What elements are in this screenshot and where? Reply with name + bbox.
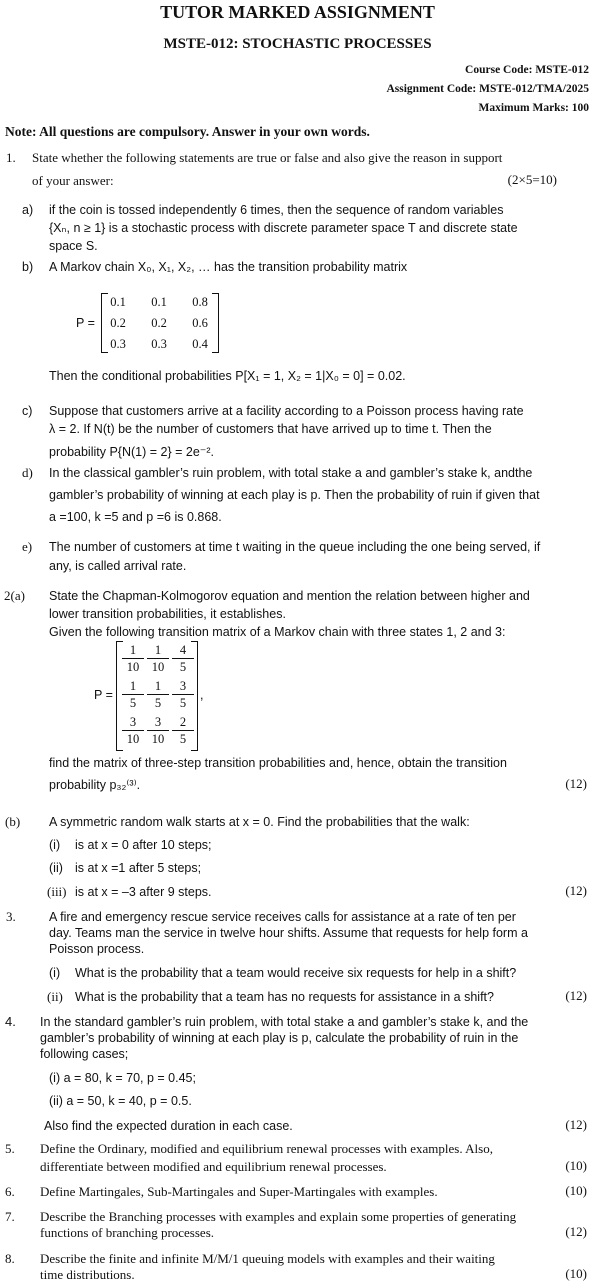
q8-line-1: Describe the finite and infinite M/M/1 queuing models with examples and their waiting (40, 1251, 495, 1266)
question-2b-marks: (12) (565, 883, 587, 898)
question-7-marks: (12) (565, 1224, 587, 1239)
question-1-marks: (2×5=10) (507, 172, 557, 187)
transition-matrix-b (101, 293, 219, 353)
q1-a-line-2: {Xₙ, n ≥ 1} is a stochastic process with discrete parameter space T and discrete state (49, 221, 518, 235)
q3-line-2: day. Teams man the service in twelve hour shifts. Assume that requests for help form a (49, 926, 528, 940)
q1-c-label: c) (22, 404, 33, 418)
question-5-number: 5. (5, 1141, 15, 1156)
transition-matrix-2a (116, 641, 198, 751)
instructions-note: Note: All questions are compulsory. Answer in your own words. (5, 124, 370, 139)
q2a-line-1: State the Chapman-Kolmogorov equation and mention the relation between higher and (49, 589, 530, 603)
q7-line-2: functions of branching processes. (40, 1225, 215, 1240)
question-3-marks: (12) (565, 988, 587, 1003)
maximum-marks: Maximum Marks: 100 (478, 102, 589, 114)
q2a-line-4: find the matrix of three-step transition probabilities and, hence, obtain the transition (49, 756, 507, 770)
q2b-item-label: (i) (49, 838, 61, 852)
q2b-item-label: (iii) (47, 884, 67, 899)
q8-line-2: time distributions. (40, 1267, 135, 1282)
question-1-number: 1. (6, 150, 16, 165)
q1-b-label: b) (22, 260, 34, 274)
q5-line-1: Define the Ordinary, modified and equilibrium renewal processes with examples. Also, (40, 1141, 493, 1156)
q2b-item-label: (ii) (49, 861, 63, 875)
q3-line-1: A fire and emergency rescue service receives calls for assistance at a rate of ten per (49, 910, 516, 924)
course-code: Course Code: MSTE-012 (465, 64, 589, 76)
question-2a-number: 2(a) (4, 588, 25, 603)
question-1-text-2: of your answer: (32, 173, 114, 188)
matrix-fraction: $\frac{1}{10}$ (147, 643, 169, 674)
q2b-item-text: is at x =1 after 5 steps; (75, 861, 202, 875)
matrix-cell: 0.4 (192, 337, 208, 351)
q4-case: (i) a = 80, k = 70, p = 0.45; (49, 1071, 196, 1085)
question-5-marks: (10) (565, 1158, 587, 1173)
matrix-cell: 0.3 (151, 337, 167, 351)
q5-line-2: differentiate between modified and equilibrium renewal processes. (40, 1159, 387, 1174)
q2a-line-2: lower transition probabilities, it establishes. (49, 607, 286, 621)
matrix-fraction: $\frac{1}{10}$ (122, 643, 144, 674)
q4-line-4: Also find the expected duration in each case. (44, 1119, 293, 1133)
course-subtitle: MSTE-012: STOCHASTIC PROCESSES (163, 36, 432, 52)
matrix-fraction: $\frac{3}{10}$ (122, 715, 144, 746)
question-8-number: 8. (5, 1251, 15, 1266)
matrix-comma: , (200, 688, 204, 702)
q2a-line-5: probability p₃₂⁽³⁾. (49, 778, 141, 792)
question-4-marks: (12) (565, 1117, 587, 1132)
q1-d-label: d) (22, 465, 33, 480)
q2a-line-3: Given the following transition matrix of a Markov chain with three states 1, 2 and 3: (49, 625, 506, 639)
question-3-number: 3. (6, 909, 16, 924)
question-7-number: 7. (5, 1209, 15, 1224)
question-6-number: 6. (5, 1184, 15, 1199)
matrix-fraction: $\frac{1}{5}$ (147, 679, 169, 710)
q3-item-text: What is the probability that a team has no requests for assistance in a shift? (75, 990, 494, 1004)
q3-item-label: (i) (49, 966, 61, 980)
q3-item-text: What is the probability that a team would receive six requests for help in a shift? (75, 966, 517, 980)
matrix-cell: 0.3 (110, 337, 126, 351)
matrix-cell: 0.1 (110, 295, 126, 309)
q3-item-label: (ii) (47, 989, 63, 1004)
question-8-marks: (10) (565, 1266, 587, 1281)
q2b-item-text: is at x = –3 after 9 steps. (75, 885, 212, 899)
matrix-p-label: P = (94, 688, 113, 702)
matrix-fraction: $\frac{4}{5}$ (172, 643, 194, 674)
q1-d-line-1: In the classical gambler’s ruin problem, with total stake a and gambler’s stake k, andthe (49, 466, 533, 480)
q1-c-line-3: probability P{N(1) = 2} = 2e⁻². (49, 445, 215, 459)
q4-line-1: In the standard gambler’s ruin problem, with total stake a and gambler’s stake k, and the (40, 1015, 529, 1029)
matrix-cell: 0.1 (151, 295, 167, 309)
q1-a-line-1: if the coin is tossed independently 6 times, then the sequence of random variables (49, 203, 504, 217)
q1-d-line-2: gambler’s probability of winning at each play is p. Then the probability of ruin if given that (49, 488, 540, 502)
q1-b-line-1: A Markov chain X₀, X₁, X₂, … has the transition probability matrix (49, 260, 408, 274)
page-title: TUTOR MARKED ASSIGNMENT (160, 2, 435, 22)
matrix-cell: 0.8 (192, 295, 208, 309)
question-2b-number: (b) (5, 814, 21, 829)
q2b-item-text: is at x = 0 after 10 steps; (75, 838, 212, 852)
question-2a-marks: (12) (565, 776, 587, 791)
matrix-fraction: $\frac{3}{5}$ (172, 679, 194, 710)
matrix-fraction: $\frac{1}{5}$ (122, 679, 144, 710)
question-4-number: 4. (5, 1014, 16, 1029)
q7-line-1: Describe the Branching processes with examples and explain some properties of generating (40, 1209, 517, 1224)
matrix-fraction: $\frac{3}{10}$ (147, 715, 169, 746)
assignment-code: Assignment Code: MSTE-012/TMA/2025 (386, 83, 589, 95)
q4-line-3: following cases; (40, 1047, 129, 1061)
matrix-cell: 0.6 (192, 316, 208, 330)
q1-d-line-3: a =100, k =5 and p =6 is 0.868. (49, 510, 222, 524)
matrix-p-label: P = (76, 316, 95, 330)
q1-a-label: a) (22, 203, 34, 217)
q4-line-2: gambler’s probability of winning at each play is p, calculate the probability of ruin in the (40, 1031, 519, 1045)
question-6-marks: (10) (565, 1183, 587, 1198)
q2b-line-1: A symmetric random walk starts at x = 0. Find the probabilities that the walk: (49, 815, 470, 829)
matrix-fraction: $\frac{2}{5}$ (172, 715, 194, 746)
q1-c-line-2: λ = 2. If N(t) be the number of customers that have arrived up to time t. Then the (49, 422, 492, 436)
q1-c-line-1: Suppose that customers arrive at a facility according to a Poisson process having rate (49, 404, 524, 418)
q1-e-line-1: The number of customers at time t waiting in the queue including the one being served, if (49, 540, 541, 554)
q1-b-line-2: Then the conditional probabilities P[X₁ = 1, X₂ = 1|X₀ = 0] = 0.02. (49, 369, 406, 383)
q1-e-line-2: any, is called arrival rate. (49, 559, 187, 573)
q4-case: (ii) a = 50, k = 40, p = 0.5. (49, 1094, 192, 1108)
q3-line-3: Poisson process. (49, 942, 145, 956)
q1-e-label: e) (22, 539, 33, 554)
matrix-cell: 0.2 (110, 316, 126, 330)
q1-a-line-3: space S. (49, 239, 98, 253)
question-1-text: State whether the following statements are true or false and also give the reason in support (32, 150, 503, 165)
matrix-cell: 0.2 (151, 316, 167, 330)
q6-line-1: Define Martingales, Sub-Martingales and Super-Martingales with examples. (40, 1184, 438, 1199)
